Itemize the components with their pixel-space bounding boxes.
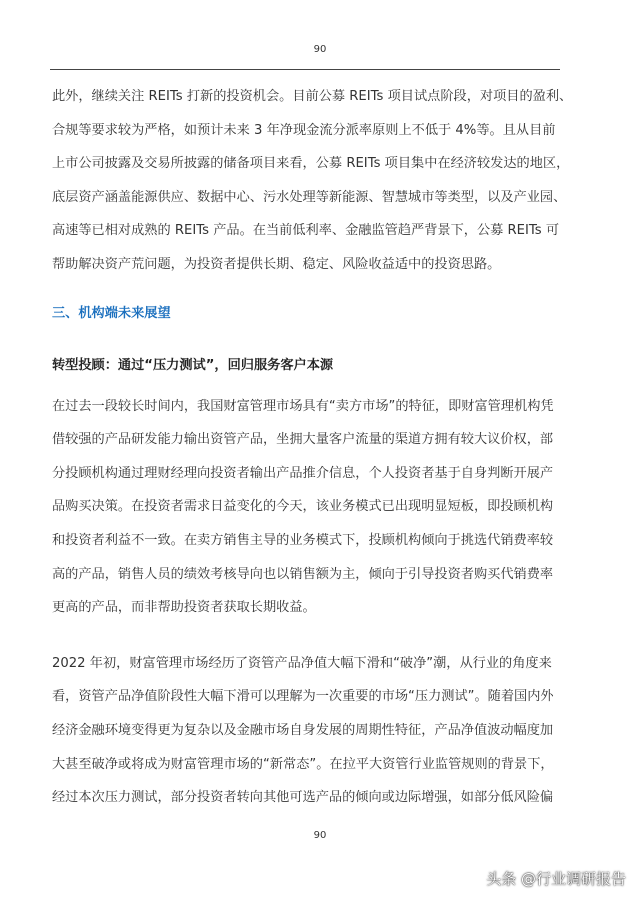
text-line: 和投资者利益不一致。在卖方销售主导的业务模式下，投顾机构倾向于挑选代销费率较	[52, 532, 554, 548]
section-heading: 三、机构端未来展望	[52, 305, 171, 321]
text-line: 借较强的产品研发能力输出资管产品，坐拥大量客户流量的渠道方拥有较大议价权，部	[52, 432, 554, 448]
page-body	[52, 80, 573, 815]
text-line: 此外，继续关注 REITs 打新的投资机会。目前公募 REITs 项目试点阶段，对项目的盈利、	[52, 89, 573, 104]
paragraph-reits	[52, 80, 573, 282]
paragraph-stress-test	[52, 647, 560, 815]
text-line: 更高的产品，而非帮助投资者获取长期收益。	[52, 600, 316, 616]
text-line: 上市公司披露及交易所披露的储备项目来看，公募 REITs 项目集中在经济较发达的地区，	[52, 156, 570, 172]
text-line: 2022 年初，财富管理市场经历了资管产品净值大幅下滑和“破净”潮，从行业的角度来	[52, 655, 552, 671]
page-number-bottom: 90	[313, 830, 327, 841]
subsection-heading: 转型投顾：通过“压力测试”，回归服务客户本源	[52, 357, 334, 373]
text-line: 底层资产涵盖能源供应、数据中心、污水处理等新能源、智慧城市等类型，以及产业园、	[52, 189, 567, 205]
text-line: 经过本次压力测试，部分投资者转向其他可选产品的倾向或边际增强，如部分低风险偏	[52, 790, 554, 806]
text-line: 大甚至破净或将成为财富管理市场的“新常态”。在拉平大资管行业监管规则的背景下，	[52, 756, 554, 772]
text-line: 分投顾机构通过理财经理向投资者输出产品推介信息，个人投资者基于自身判断开展产	[52, 465, 554, 481]
page-number-top: 90	[313, 44, 327, 55]
header-rule	[50, 69, 560, 70]
text-line: 看，资管产品净值阶段性大幅下滑可以理解为一次重要的市场“压力测试”。随着国内外	[52, 689, 554, 705]
text-line: 在过去一段较长时间内，我国财富管理市场具有“卖方市场”的特征，即财富管理机构凭	[52, 398, 554, 414]
text-line: 帮助解决资产荒问题，为投资者提供长期、稳定、风险收益适中的投资思路。	[52, 256, 501, 272]
text-line: 品购买决策。在投资者需求日益变化的今天，该业务模式已出现明显短板，即投顾机构	[52, 499, 554, 515]
text-line: 合规等要求较为严格，如预计未来 3 年净现金流分派率原则上不低于 4%等。且从目前	[52, 122, 556, 138]
text-line: 高速等已相对成熟的 REITs 产品。在当前低利率、金融监管趋严背景下，公募 REITs 可	[52, 223, 560, 239]
text-line: 高的产品，销售人员的绩效考核导向也以销售额为主，倾向于引导投资者购买代销费率	[52, 566, 554, 582]
paragraph-advisory	[52, 390, 560, 625]
text-line: 经济金融环境变得更为复杂以及金融市场自身发展的周期性特征，产品净值波动幅度加	[52, 722, 554, 738]
watermark: 头条 @行业调研报告	[486, 870, 626, 888]
